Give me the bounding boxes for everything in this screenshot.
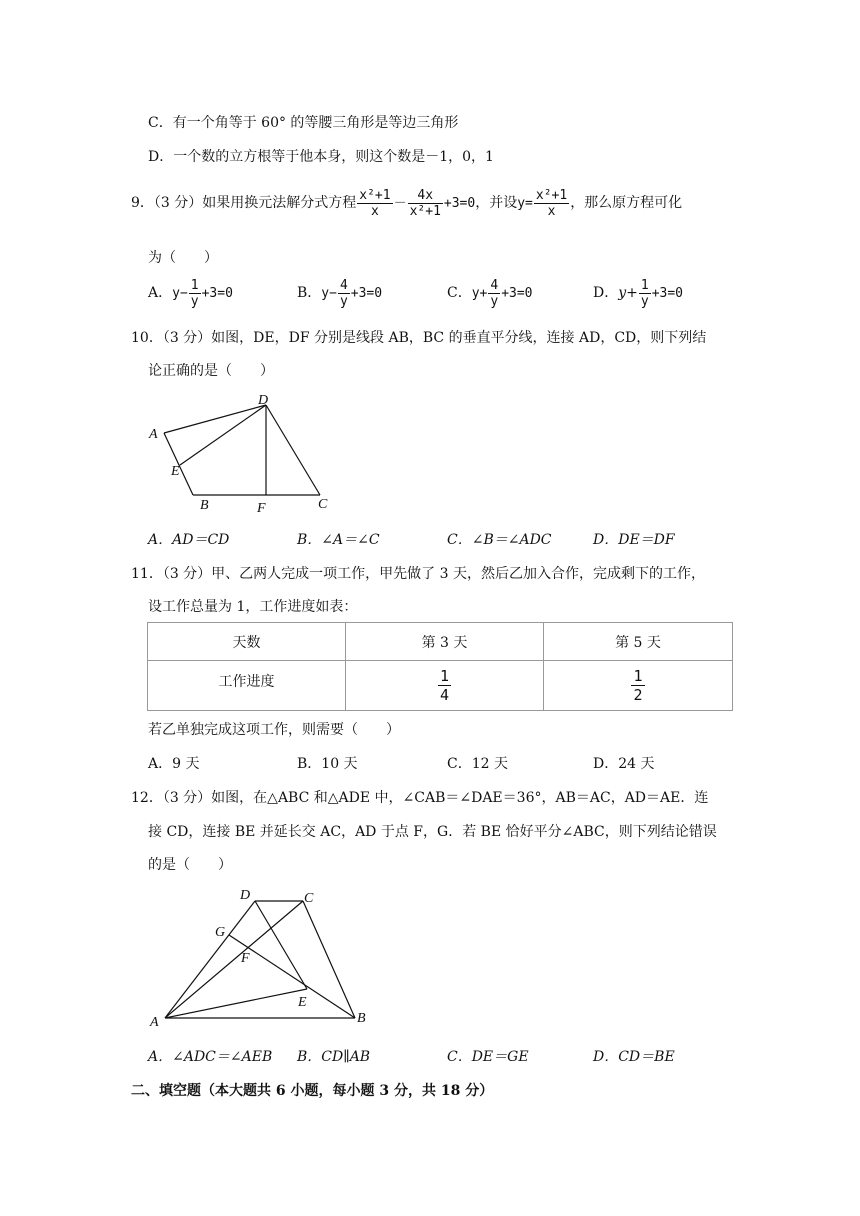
q9-minus: － (393, 196, 407, 211)
q9-opt-d-post: +3=0 (651, 286, 684, 301)
q9-opt-b-label: B． (297, 285, 322, 301)
q9-opt-a-den: y (190, 293, 199, 309)
q12-seg-ac (165, 901, 303, 1018)
q11-option-c: C．12 天 (447, 756, 508, 772)
q10-seg-de (180, 405, 266, 465)
q12-line2: 接 CD，连接 BE 并延长交 AC，AD 于点 F，G．若 BE 恰好平分∠ABC，则下列结论错误 (148, 824, 717, 840)
q10-label-e: E (171, 464, 180, 479)
q9-opt-d-num: 1 (640, 277, 649, 293)
q9-frac2 (408, 188, 443, 219)
q12-line1: 12．（3 分）如图，在△ABC 和△ADE 中，∠CAB＝∠DAE＝36°，AB＝AC，AD＝AE．连 (131, 790, 709, 806)
q11-frac-day5-den: 2 (633, 686, 643, 704)
q9-opt-a-num: 1 (190, 277, 199, 293)
q11-line1: 11．（3 分）甲、乙两人完成一项工作，甲先做了 3 天，然后乙加入合作，完成剩下的工作， (131, 566, 705, 582)
q10-line2: 论正确的是（ ） (148, 363, 274, 379)
q11-option-d: D．24 天 (593, 756, 655, 772)
q9-frac2-num: 4x (408, 188, 443, 204)
q9-opt-d-label: D． (593, 285, 619, 301)
q11-table-header-row (148, 623, 733, 661)
q10-option-a: A．AD＝CD (148, 532, 230, 548)
q9-frac3 (534, 188, 569, 219)
q9-stem (131, 184, 682, 223)
q9-line2: 为（ ） (148, 250, 218, 266)
q10-option-b: B．∠A＝∠C (297, 532, 380, 548)
q12-label-a: A (150, 1015, 159, 1030)
q12-line3: 的是（ ） (148, 857, 232, 873)
q11-frac-day5-num: 1 (633, 667, 643, 685)
q9-opt-b-den: y (339, 293, 348, 309)
q11-frac-day3-num: 1 (439, 667, 450, 685)
q12-figure (140, 880, 380, 1035)
q10-label-a: A (149, 427, 158, 442)
q8-option-c: C．有一个角等于 60° 的等腰三角形是等边三角形 (148, 115, 459, 131)
q9-option-b (297, 275, 382, 312)
q10-label-c: C (318, 497, 328, 512)
q12-label-g: G (215, 925, 226, 940)
q9-opt-c-label: C． (447, 285, 472, 301)
q12-label-e: E (298, 995, 307, 1010)
q9-frac1 (357, 188, 392, 219)
q9-opt-d-den: y (640, 293, 649, 309)
q9-frac2-den: x²+1 (409, 203, 441, 219)
q9-opt-c-pre: y+ (471, 286, 488, 301)
q11-option-a: A．9 天 (148, 756, 200, 772)
q9-opt-a-pre: y− (172, 286, 188, 301)
q11-cell-progress-day5 (544, 661, 733, 711)
q9-suffix: ，那么原方程可化 (570, 195, 683, 211)
q9-frac3-den: x (547, 203, 556, 219)
q12-label-c: C (304, 891, 314, 906)
q11-progress-table (147, 622, 733, 711)
q11-cell-progress-label: 工作进度 (148, 661, 346, 711)
q11-table-progress-row (148, 661, 733, 711)
q10-option-d: D．DE＝DF (593, 532, 675, 548)
q9-opt-a-frac (189, 278, 201, 309)
q12-label-d: D (240, 888, 251, 903)
q10-seg-ad (164, 405, 266, 433)
q9-opt-c-num: 4 (490, 277, 499, 293)
q9-yeq: y= (517, 196, 533, 211)
q9-opt-b-post: +3=0 (350, 286, 383, 301)
q11-frac-day3 (438, 667, 451, 704)
q10-label-d: D (258, 393, 269, 408)
q9-opt-a-post: +3=0 (201, 286, 233, 301)
q9-opt-b-num: 4 (339, 277, 348, 293)
q10-line1: 10．（3 分）如图，DE，DF 分别是线段 AB，BC 的垂直平分线，连接 AD，CD，则下列结 (131, 330, 707, 346)
q12-label-b: B (357, 1011, 366, 1026)
q12-option-a: A．∠ADC＝∠AEB (148, 1049, 273, 1065)
q12-option-b: B．CD∥AB (297, 1049, 371, 1065)
q10-seg-dc (266, 405, 320, 495)
q12-option-d: D．CD＝BE (593, 1049, 675, 1065)
q11-line3: 若乙单独完成这项工作，则需要（ ） (148, 722, 400, 738)
q9-opt-c-post: +3=0 (501, 286, 533, 301)
q9-frac1-den: x (371, 203, 379, 219)
q9-option-a (148, 275, 233, 312)
q12-label-f: F (241, 951, 250, 966)
q9-opt-c-den: y (490, 293, 499, 309)
q9-opt-d-pre: y+ (618, 285, 638, 301)
q12-seg-de (255, 901, 307, 989)
q9-opt-c-frac (488, 278, 500, 309)
q9-mid: ，并设 (475, 195, 518, 211)
q9-frac3-num: x²+1 (535, 187, 568, 203)
q10-label-f: F (257, 501, 266, 516)
q9-opt-b-pre: y− (321, 286, 337, 301)
q9-opt-b-frac (338, 278, 350, 309)
q10-label-b: B (200, 498, 209, 513)
q9-opt-a-label: A． (148, 285, 173, 301)
q9-option-d (593, 275, 683, 312)
q11-frac-day3-den: 4 (439, 686, 450, 704)
q12-option-c: C．DE＝GE (447, 1049, 529, 1065)
q10-figure (140, 388, 350, 518)
q9-frac1-num: x²+1 (359, 187, 391, 203)
q9-opt-d-frac (639, 278, 651, 309)
q11-option-b: B．10 天 (297, 756, 358, 772)
section-2-heading: 二、填空题（本大题共 6 小题，每小题 3 分，共 18 分） (131, 1083, 494, 1099)
q9-option-c (447, 275, 533, 312)
q11-cell-days: 天数 (148, 623, 346, 661)
q11-cell-day5: 第 5 天 (544, 623, 733, 661)
q11-line2: 设工作总量为 1，工作进度如表： (148, 599, 358, 615)
q8-option-d: D．一个数的立方根等于他本身，则这个数是－1，0，1 (148, 149, 494, 165)
q10-option-c: C．∠B＝∠ADC (447, 532, 552, 548)
q11-frac-day5 (631, 667, 644, 704)
q11-cell-progress-day3 (346, 661, 544, 711)
q11-cell-day3: 第 3 天 (346, 623, 544, 661)
q9-prefix: 9．（3 分）如果用换元法解分式方程 (131, 195, 357, 211)
q9-tail: +3=0 (443, 196, 476, 211)
q12-seg-ae (165, 989, 307, 1018)
